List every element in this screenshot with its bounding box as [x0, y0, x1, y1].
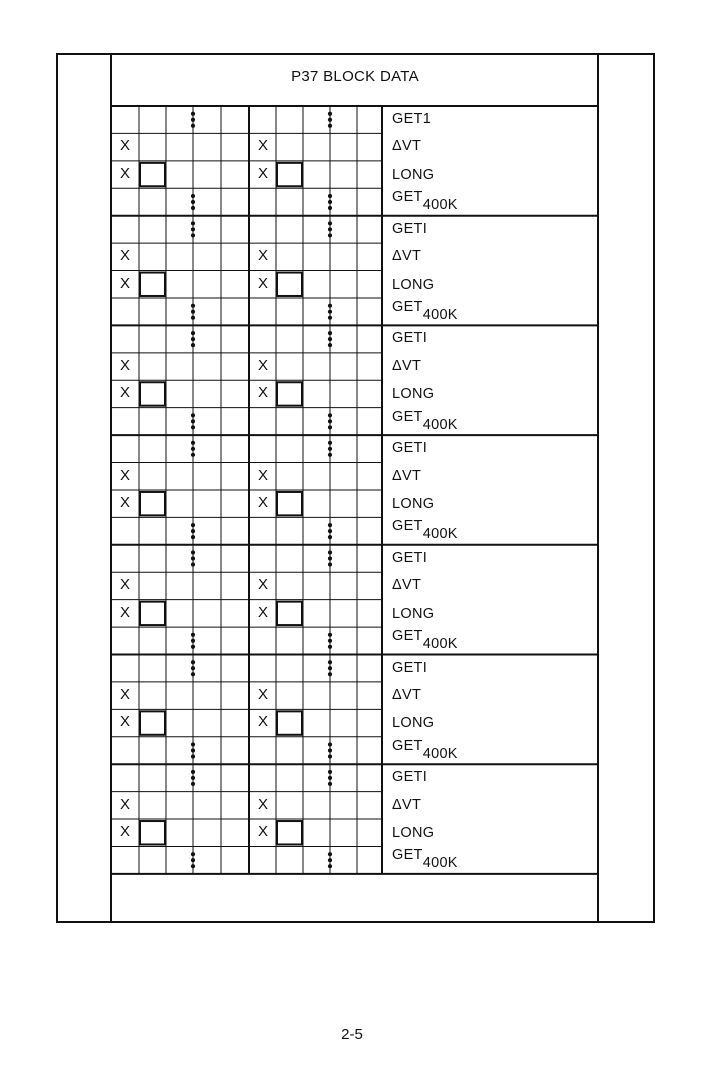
- cell-x-mark: X: [257, 356, 268, 374]
- block-label-get400k: [392, 628, 458, 653]
- get-label-base: GET: [392, 298, 423, 315]
- colon-dot: [328, 523, 332, 527]
- colon-dot: [191, 660, 195, 664]
- cell-x-mark: X: [119, 384, 130, 402]
- colon-dot: [191, 194, 195, 198]
- block-label-geti: GETI: [392, 769, 428, 786]
- colon-dot: [191, 633, 195, 637]
- boxed-cell: [277, 492, 302, 515]
- cell-x-mark: X: [257, 685, 268, 703]
- colon-dot: [328, 776, 332, 780]
- block-label-long: LONG: [392, 276, 435, 293]
- get-label-base: GET: [392, 628, 423, 645]
- colon-dot: [328, 118, 332, 122]
- colon-dot: [191, 343, 195, 347]
- colon-dot: [328, 660, 332, 664]
- cell-x-mark: X: [257, 384, 268, 402]
- colon-dot: [191, 425, 195, 429]
- colon-dot: [191, 441, 195, 445]
- colon-dot: [328, 331, 332, 335]
- cell-x-mark: X: [257, 247, 268, 265]
- colon-dot: [191, 529, 195, 533]
- block-label-get400k: [392, 298, 458, 323]
- get-label-subscript: 400K: [422, 306, 458, 323]
- block-label-get400k: [392, 518, 458, 543]
- cell-x-mark: X: [119, 493, 130, 511]
- boxed-cell: [140, 492, 165, 515]
- block-label-dvt: ΔVT: [392, 577, 422, 594]
- colon-dot: [328, 639, 332, 643]
- get-label-subscript: 400K: [422, 636, 458, 653]
- colon-dot: [328, 529, 332, 533]
- colon-dot: [191, 776, 195, 780]
- colon-dot: [191, 419, 195, 423]
- colon-dot: [191, 639, 195, 643]
- get-label-base: GET: [392, 408, 423, 425]
- colon-dot: [191, 535, 195, 539]
- cell-x-mark: X: [119, 685, 130, 703]
- colon-dot: [191, 754, 195, 758]
- block-label-long: LONG: [392, 166, 435, 183]
- boxed-cell: [277, 602, 302, 625]
- colon-dot: [191, 221, 195, 225]
- get-label-subscript: 400K: [422, 526, 458, 543]
- block-label-get400k: [392, 189, 458, 214]
- cell-x-mark: X: [119, 795, 130, 813]
- block-label-dvt: ΔVT: [392, 248, 422, 265]
- cell-x-mark: X: [119, 466, 130, 484]
- cell-x-mark: X: [257, 466, 268, 484]
- block-label-geti: GETI: [392, 440, 428, 457]
- boxed-cell: [277, 163, 302, 186]
- colon-dot: [328, 754, 332, 758]
- get-label-subscript: 400K: [422, 416, 458, 433]
- colon-dot: [328, 441, 332, 445]
- colon-dot: [328, 343, 332, 347]
- get-label-subscript: 400K: [422, 855, 458, 872]
- colon-dot: [328, 672, 332, 676]
- boxed-cell: [140, 382, 165, 405]
- cell-x-mark: X: [257, 164, 268, 182]
- block-label-geti: GETI: [392, 220, 428, 237]
- colon-dot: [328, 233, 332, 237]
- block-label-dvt: ΔVT: [392, 138, 422, 155]
- colon-dot: [191, 200, 195, 204]
- boxed-cell: [140, 163, 165, 186]
- get-label-subscript: 400K: [422, 745, 458, 762]
- cell-x-mark: X: [257, 493, 268, 511]
- block-label-long: LONG: [392, 825, 435, 842]
- block-label-dvt: ΔVT: [392, 796, 422, 813]
- colon-dot: [328, 413, 332, 417]
- get-label-base: GET: [392, 189, 423, 206]
- colon-dot: [191, 227, 195, 231]
- boxed-cell: [277, 273, 302, 296]
- colon-dot: [191, 523, 195, 527]
- colon-dot: [191, 852, 195, 856]
- boxed-cell: [140, 273, 165, 296]
- colon-dot: [328, 852, 332, 856]
- colon-dot: [191, 118, 195, 122]
- colon-dot: [191, 206, 195, 210]
- colon-dot: [191, 748, 195, 752]
- block-label-long: LONG: [392, 495, 435, 512]
- colon-dot: [191, 742, 195, 746]
- colon-dot: [191, 556, 195, 560]
- get-label-base: GET: [392, 518, 423, 535]
- colon-dot: [328, 304, 332, 308]
- colon-dot: [191, 864, 195, 868]
- colon-dot: [328, 633, 332, 637]
- block-label-geti: GETI: [392, 330, 428, 347]
- colon-dot: [191, 550, 195, 554]
- block-label-geti: GETI: [392, 659, 428, 676]
- cell-x-mark: X: [257, 274, 268, 292]
- cell-x-mark: X: [119, 356, 130, 374]
- block-label-geti: GETI: [392, 549, 428, 566]
- colon-dot: [328, 310, 332, 314]
- colon-dot: [328, 556, 332, 560]
- colon-dot: [328, 550, 332, 554]
- colon-dot: [328, 447, 332, 451]
- colon-dot: [328, 227, 332, 231]
- colon-dot: [328, 206, 332, 210]
- block-label-get400k: [392, 847, 458, 872]
- colon-dot: [191, 413, 195, 417]
- colon-dot: [191, 672, 195, 676]
- get-label-base: GET: [392, 847, 423, 864]
- cell-x-mark: X: [257, 823, 268, 841]
- colon-dot: [328, 770, 332, 774]
- cell-x-mark: X: [119, 713, 130, 731]
- colon-dot: [191, 337, 195, 341]
- colon-dot: [191, 112, 195, 116]
- form-title: P37 BLOCK DATA: [291, 68, 419, 85]
- colon-dot: [328, 453, 332, 457]
- colon-dot: [328, 425, 332, 429]
- colon-dot: [328, 194, 332, 198]
- block-label-dvt: ΔVT: [392, 686, 422, 703]
- cell-x-mark: X: [119, 823, 130, 841]
- block-label-get400k: [392, 737, 458, 762]
- colon-dot: [328, 666, 332, 670]
- colon-dot: [328, 535, 332, 539]
- block-label-long: LONG: [392, 715, 435, 732]
- colon-dot: [328, 742, 332, 746]
- colon-dot: [191, 233, 195, 237]
- cell-x-mark: X: [119, 274, 130, 292]
- colon-dot: [191, 562, 195, 566]
- colon-dot: [328, 864, 332, 868]
- colon-dot: [328, 562, 332, 566]
- colon-dot: [328, 748, 332, 752]
- colon-dot: [191, 858, 195, 862]
- boxed-cell: [140, 821, 165, 844]
- boxed-cell: [277, 711, 302, 734]
- boxed-cell: [277, 821, 302, 844]
- colon-dot: [191, 124, 195, 128]
- colon-dot: [328, 124, 332, 128]
- cell-x-mark: X: [257, 137, 268, 155]
- colon-dot: [328, 782, 332, 786]
- colon-dot: [191, 310, 195, 314]
- get-label-subscript: 400K: [422, 197, 458, 214]
- cell-x-mark: X: [119, 603, 130, 621]
- cell-x-mark: X: [119, 247, 130, 265]
- block-label-dvt: ΔVT: [392, 467, 422, 484]
- colon-dot: [191, 331, 195, 335]
- colon-dot: [328, 337, 332, 341]
- cell-x-mark: X: [257, 603, 268, 621]
- colon-dot: [328, 645, 332, 649]
- page-number: 2-5: [341, 1026, 363, 1043]
- boxed-cell: [140, 602, 165, 625]
- get-label-base: GET: [392, 737, 423, 754]
- colon-dot: [328, 316, 332, 320]
- colon-dot: [191, 304, 195, 308]
- colon-dot: [191, 447, 195, 451]
- boxed-cell: [277, 382, 302, 405]
- colon-dot: [328, 112, 332, 116]
- cell-x-mark: X: [257, 576, 268, 594]
- block-label-geti: GET1: [392, 111, 432, 127]
- colon-dot: [328, 200, 332, 204]
- block-label-long: LONG: [392, 605, 435, 622]
- colon-dot: [191, 782, 195, 786]
- colon-dot: [191, 666, 195, 670]
- cell-x-mark: X: [119, 164, 130, 182]
- cell-x-mark: X: [119, 137, 130, 155]
- block-label-get400k: [392, 408, 458, 433]
- block-label-long: LONG: [392, 386, 435, 403]
- cell-x-mark: X: [257, 713, 268, 731]
- colon-dot: [191, 453, 195, 457]
- colon-dot: [328, 221, 332, 225]
- cell-x-mark: X: [257, 795, 268, 813]
- colon-dot: [328, 419, 332, 423]
- colon-dot: [191, 645, 195, 649]
- block-label-dvt: ΔVT: [392, 357, 422, 374]
- colon-dot: [328, 858, 332, 862]
- cell-x-mark: X: [119, 576, 130, 594]
- boxed-cell: [140, 711, 165, 734]
- colon-dot: [191, 316, 195, 320]
- colon-dot: [191, 770, 195, 774]
